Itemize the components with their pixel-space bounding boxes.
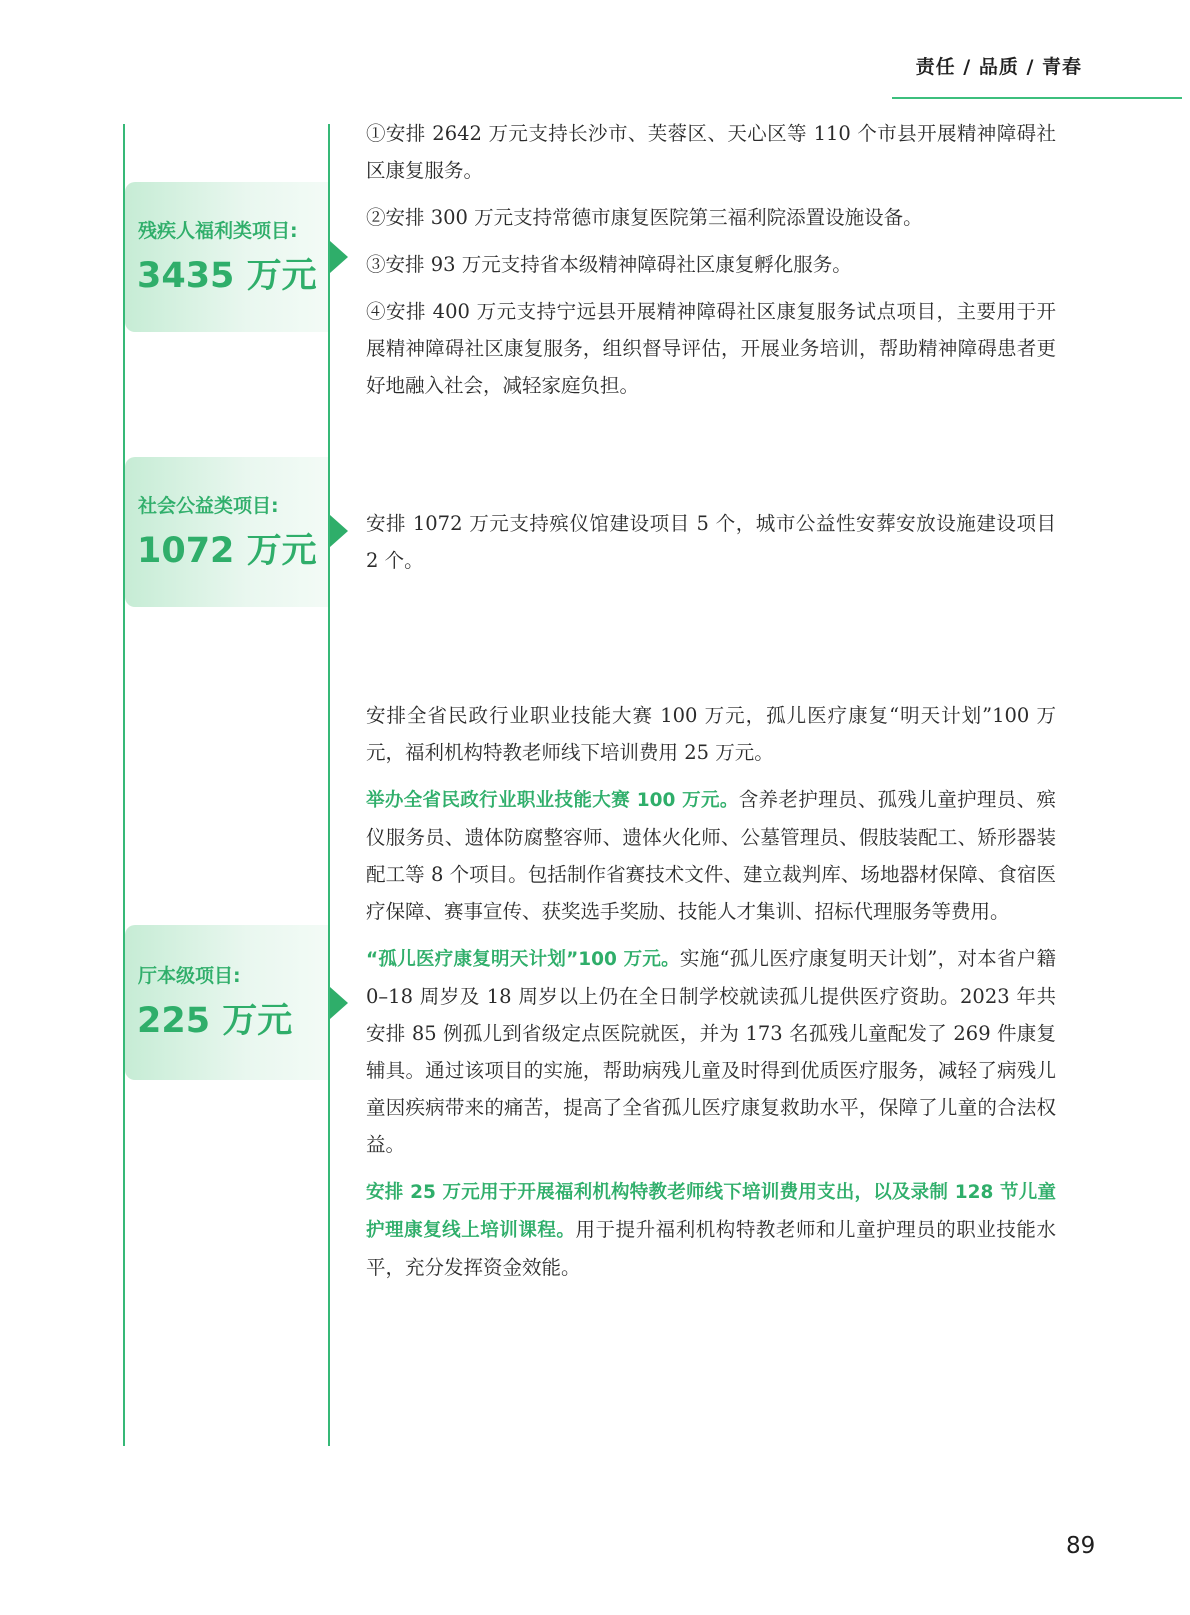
paragraph: ③安排 93 万元支持省本级精神障碍社区康复孵化服务。 bbox=[366, 253, 852, 276]
timeline-right-line bbox=[328, 124, 330, 1446]
section-disability-welfare-text bbox=[366, 115, 1056, 404]
arrow-right-icon bbox=[330, 515, 348, 547]
category-amount: 225 万元 bbox=[137, 1001, 293, 1041]
arrow-right-icon bbox=[330, 241, 348, 273]
highlight-text: “孤儿医疗康复明天计划”100 万元。 bbox=[366, 949, 680, 970]
arrow-right-icon bbox=[330, 987, 348, 1019]
category-label: 厅本级项目: bbox=[138, 965, 241, 987]
paragraph bbox=[366, 1173, 1056, 1286]
section-department-level-text bbox=[366, 697, 1056, 1286]
category-department-level bbox=[125, 925, 328, 1080]
category-amount: 1072 万元 bbox=[137, 531, 317, 571]
category-amount: 3435 万元 bbox=[137, 256, 317, 296]
paragraph: ④安排 400 万元支持宁远县开展精神障碍社区康复服务试点项目，主要用于开展精神障碍社区康复服务，组织督导评估，开展业务培训，帮助精神障碍患者更好地融入社会，减轻家庭负担。 bbox=[366, 300, 1056, 397]
page-number: 89 bbox=[1066, 1533, 1096, 1559]
body-text: 用于提升福利机构特教老师和儿童护理员的职业技能水平，充分发挥资金效能。 bbox=[366, 1218, 1056, 1279]
section-public-welfare-text bbox=[366, 505, 1056, 579]
category-disability-welfare bbox=[125, 182, 328, 332]
paragraph: 安排全省民政行业职业技能大赛 100 万元，孤儿医疗康复“明天计划”100 万元，福利机构特教老师线下培训费用 25 万元。 bbox=[366, 704, 1056, 764]
category-public-welfare bbox=[125, 457, 328, 607]
paragraph: ①安排 2642 万元支持长沙市、芙蓉区、天心区等 110 个市县开展精神障碍社区康复服务。 bbox=[366, 122, 1056, 182]
category-label: 社会公益类项目: bbox=[138, 495, 279, 517]
paragraph bbox=[366, 940, 1056, 1163]
paragraph: 安排 1072 万元支持殡仪馆建设项目 5 个，城市公益性安葬安放设施建设项目 2 个。 bbox=[366, 512, 1056, 572]
highlight-text: 安排 25 万元用于开展福利机构特教老师线下培训费用支出，以及录制 128 节儿童护理康复线上培训课程。 bbox=[366, 1182, 1056, 1241]
paragraph: ②安排 300 万元支持常德市康复医院第三福利院添置设施设备。 bbox=[366, 206, 923, 229]
body-text: 含养老护理员、孤残儿童护理员、殡仪服务员、遗体防腐整容师、遗体火化师、公墓管理员、假肢装配工、矫形器装配工等 8 个项目。包括制作省赛技术文件、建立裁判库、场地器材保障、食宿医疗保障、赛事宣传、获奖选手奖励、技能人才集训、招标代理服务等费用。 bbox=[366, 788, 1056, 923]
paragraph bbox=[366, 781, 1056, 930]
body-text: 实施“孤儿医疗康复明天计划”，对本省户籍 0–18 周岁及 18 周岁以上仍在全日制学校就读孤儿提供医疗资助。2023 年共安排 85 例孤儿到省级定点医院就医，并为 173 名孤残儿童配发了 269 件康复辅具。通过该项目的实施，帮助病残儿童及时得到优质医疗服务，减轻了病残儿童因疾病带来的痛苦，提高了全省孤儿医疗康复救助水平，保障了儿童的合法权益。 bbox=[366, 947, 1056, 1156]
header-divider bbox=[892, 97, 1182, 99]
category-label: 残疾人福利类项目: bbox=[138, 220, 298, 242]
header-title: 责任 / 品质 / 青春 bbox=[915, 56, 1082, 78]
highlight-text: 举办全省民政行业职业技能大赛 100 万元。 bbox=[366, 790, 739, 811]
